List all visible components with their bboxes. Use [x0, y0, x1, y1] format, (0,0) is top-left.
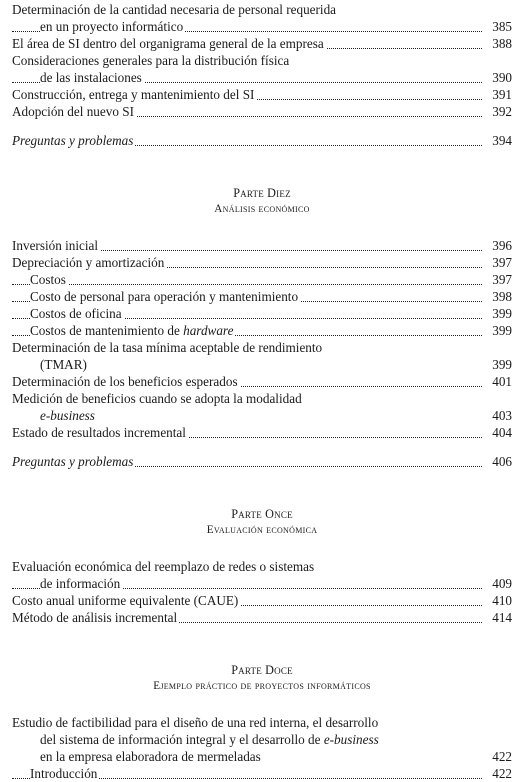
page-number: 399: [482, 356, 512, 373]
page-number: 397: [482, 254, 512, 271]
label-text: Costos de mantenimiento de: [30, 323, 184, 338]
toc-entry-text: Estudio de factibilidad para el diseño de una red interna, el desarrollo: [12, 715, 379, 730]
toc-entry: [12, 254, 512, 271]
toc-entry: [12, 748, 512, 765]
toc-entry-label: Costos: [30, 272, 66, 287]
toc-entry-label: Método de análisis incremental: [12, 610, 178, 625]
page-number: 394: [482, 132, 512, 149]
page-number: 403: [482, 407, 512, 424]
page-number: 390: [482, 69, 512, 86]
toc-entry-label: de información: [40, 576, 121, 591]
page-number: 396: [482, 237, 512, 254]
toc-entry: [12, 575, 512, 592]
toc-entry: [12, 609, 512, 626]
table-of-contents: [12, 0, 512, 782]
toc-entry-label: Costos de oficina: [30, 306, 122, 321]
label-italic: hardware: [183, 323, 234, 338]
part-title: Evaluación económica: [206, 524, 318, 536]
toc-entry-text: Consideraciones generales para la distribución física: [12, 53, 290, 68]
toc-entry: [12, 69, 512, 86]
toc-entry: [12, 424, 512, 441]
toc-entry-label: Adopción del nuevo SI: [12, 104, 134, 119]
toc-entry-text: Determinación de la cantidad necesaria de personal requerida: [12, 2, 337, 17]
toc-entry-label: Preguntas y problemas: [12, 454, 134, 469]
toc-subentry: [12, 305, 512, 322]
toc-entry-label: Construcción, entrega y mantenimiento del SI: [12, 87, 255, 102]
label-text: del sistema de información integral y el desarrollo de: [40, 732, 324, 747]
page-number: 388: [482, 35, 512, 52]
page-number: 406: [482, 453, 512, 470]
part-heading: Parte Diez: [233, 186, 291, 200]
page-number: 422: [482, 748, 512, 765]
page-number: 399: [482, 305, 512, 322]
toc-subentry: [12, 322, 512, 339]
toc-entry-label: en un proyecto informático: [40, 19, 184, 34]
page-number: 409: [482, 575, 512, 592]
toc-entry-label: e-business: [40, 408, 95, 423]
toc-entry: [12, 103, 512, 120]
toc-entry: [12, 592, 512, 609]
toc-entry-text: Evaluación económica del reemplazo de redes o sistemas: [12, 559, 315, 574]
toc-subentry: [12, 765, 512, 782]
toc-entry-label: [30, 323, 235, 338]
toc-entry: [12, 356, 512, 373]
toc-entry-label: El área de SI dentro del organigrama general de la empresa: [12, 36, 324, 51]
part-heading: Parte Once: [231, 507, 293, 521]
part-title: Ejemplo práctico de proyectos informáticos: [153, 680, 371, 692]
toc-entry-label: Inversión inicial: [12, 238, 99, 253]
toc-entry-label: Estado de resultados incremental: [12, 425, 186, 440]
toc-entry: [12, 237, 512, 254]
page-number: 422: [482, 765, 512, 782]
page-number: 392: [482, 103, 512, 120]
part-heading: Parte Doce: [231, 663, 293, 677]
toc-entry-label: Determinación de los beneficios esperados: [12, 374, 238, 389]
toc-entry: [12, 373, 512, 390]
toc-entry-text: [12, 731, 512, 748]
toc-entry: [12, 35, 512, 52]
page-number: 385: [482, 18, 512, 35]
toc-entry-label: Preguntas y problemas: [12, 133, 134, 148]
page-number: 410: [482, 592, 512, 609]
toc-entry-label: Introducción: [30, 766, 98, 781]
page-number: 414: [482, 609, 512, 626]
toc-entry-label: Costo de personal para operación y mantenimiento: [30, 289, 299, 304]
page-number: 397: [482, 271, 512, 288]
page-number: 401: [482, 373, 512, 390]
toc-entry-label: Depreciación y amortización: [12, 255, 165, 270]
toc-entry-text: Determinación de la tasa mínima aceptable de rendimiento: [12, 340, 323, 355]
toc-entry-label: en la empresa elaboradora de mermeladas: [40, 749, 261, 764]
toc-subentry: [12, 271, 512, 288]
toc-entry-questions: [12, 453, 512, 470]
dot-leader: [12, 283, 482, 285]
part-title: Análisis económico: [214, 203, 310, 215]
toc-entry-label: de las instalaciones: [40, 70, 142, 85]
page-number: 398: [482, 288, 512, 305]
label-italic: e-business: [323, 732, 379, 747]
toc-subentry: [12, 288, 512, 305]
page-number: 391: [482, 86, 512, 103]
toc-entry: [12, 18, 512, 35]
page-number: 404: [482, 424, 512, 441]
toc-entry-label: Costo anual uniforme equivalente (CAUE): [12, 593, 239, 608]
toc-entry-label: (TMAR): [40, 357, 87, 372]
toc-entry: [12, 86, 512, 103]
toc-entry-text: Medición de beneficios cuando se adopta la modalidad: [12, 391, 302, 406]
page-number: 399: [482, 322, 512, 339]
toc-entry-questions: [12, 132, 512, 149]
toc-entry: [12, 407, 512, 424]
